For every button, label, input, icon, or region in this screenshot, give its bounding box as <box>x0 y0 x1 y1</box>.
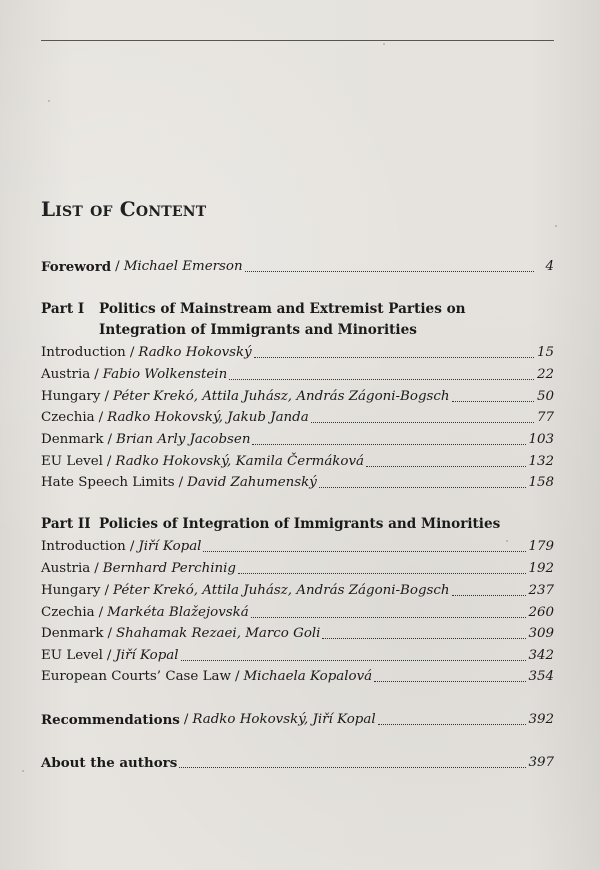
entry-title: Foreword <box>41 258 112 275</box>
dot-leader <box>378 724 527 725</box>
toc-entry[interactable] <box>41 559 554 577</box>
toc-entry[interactable] <box>41 537 554 555</box>
entry-page: 237 <box>528 582 554 598</box>
entry-separator: / <box>104 582 109 598</box>
entry-separator: / <box>129 538 135 554</box>
entry-page: 158 <box>528 474 554 490</box>
entry-author: Fabio Wolkenstein <box>102 366 228 382</box>
toc-entry[interactable] <box>41 387 554 405</box>
entry-separator: / <box>94 366 99 382</box>
entry-title: Czechia <box>41 409 95 425</box>
entry-author: Péter Krekó, Attila Juhász, András Zágoni-Bogsch <box>112 388 450 404</box>
entry-page: 392 <box>528 711 554 727</box>
entry-page: 22 <box>536 366 554 382</box>
entry-author: Jiří Kopal <box>115 647 179 663</box>
entry-author: Radko Hokovský, Jiří Kopal <box>192 711 376 727</box>
toc-entry-foreword[interactable] <box>41 257 554 275</box>
entry-author: Shahamak Rezaei, Marco Goli <box>116 625 321 641</box>
entry-author: Radko Hokovský, Kamila Čermáková <box>115 453 365 469</box>
entry-separator: / <box>107 431 112 447</box>
dot-leader <box>452 401 534 402</box>
entry-author: Brian Arly Jacobsen <box>116 431 251 447</box>
entry-title: Introduction <box>41 344 126 360</box>
entry-author: Bernhard Perchinig <box>102 560 236 576</box>
entry-title: Introduction <box>41 538 126 554</box>
dot-leader <box>319 487 527 488</box>
entry-author: Jiří Kopal <box>138 538 202 554</box>
entry-title: Hungary <box>41 388 101 404</box>
dot-leader <box>203 551 526 552</box>
toc-entry[interactable] <box>41 581 554 599</box>
entry-title: Recommendations <box>41 711 180 728</box>
toc-entry[interactable] <box>41 430 554 448</box>
entry-page: 103 <box>528 431 554 447</box>
entry-title: EU Level <box>41 647 103 663</box>
toc-entry[interactable] <box>41 603 554 621</box>
toc-entry[interactable] <box>41 343 554 361</box>
entry-separator: / <box>183 711 189 727</box>
paper-speck <box>555 225 557 227</box>
dot-leader <box>322 638 526 639</box>
entry-page: 179 <box>528 538 554 554</box>
dot-leader <box>251 617 527 618</box>
part-one-title-line2: Integration of Immigrants and Minorities <box>99 322 417 338</box>
toc-entry[interactable] <box>41 646 554 664</box>
entry-title: Denmark <box>41 625 104 641</box>
entry-separator: / <box>234 668 240 684</box>
entry-page: 4 <box>545 258 554 274</box>
entry-title: European Courts’ Case Law <box>41 668 231 684</box>
entry-author: Radko Hokovský, Jakub Janda <box>107 409 309 425</box>
dot-leader <box>179 767 526 768</box>
toc-entry[interactable] <box>41 667 554 685</box>
entry-title: Austria <box>41 366 91 382</box>
toc-entry[interactable] <box>41 452 554 470</box>
entry-title: Hate Speech Limits <box>41 474 175 490</box>
paper-speck <box>48 100 50 102</box>
entry-separator: / <box>107 625 112 641</box>
page-heading: List of Content <box>41 197 207 221</box>
entry-author: Michaela Kopalová <box>243 668 373 684</box>
paper-speck <box>22 770 24 772</box>
part-two-label: Part II <box>41 516 91 532</box>
entry-author: Radko Hokovský <box>138 344 252 360</box>
dot-leader <box>181 660 527 661</box>
entry-page: 260 <box>528 604 554 620</box>
part-one-label: Part I <box>41 301 85 317</box>
dot-leader <box>238 573 526 574</box>
entry-separator: / <box>98 604 104 620</box>
part-two-title: Policies of Integration of Immigrants and Minorities <box>99 516 501 532</box>
part-two-heading <box>41 516 554 532</box>
entry-author: Markéta Blažejovská <box>107 604 249 620</box>
entry-page: 354 <box>528 668 554 684</box>
entry-page: 50 <box>536 388 554 404</box>
entry-separator: / <box>106 647 112 663</box>
entry-separator: / <box>104 388 109 404</box>
dot-leader <box>245 271 534 272</box>
toc-entry-about-authors[interactable] <box>41 753 554 771</box>
entry-separator: / <box>178 474 184 490</box>
entry-page: 132 <box>528 453 554 469</box>
toc-entry[interactable] <box>41 624 554 642</box>
paper-speck <box>383 43 385 45</box>
entry-page: 15 <box>536 344 554 360</box>
entry-title: Czechia <box>41 604 95 620</box>
entry-title: Austria <box>41 560 91 576</box>
entry-author: David Zahumenský <box>187 474 317 490</box>
toc-entry-recommendations[interactable] <box>41 710 554 728</box>
entry-page: 192 <box>528 560 554 576</box>
header-rule <box>41 40 554 41</box>
dot-leader <box>254 357 534 358</box>
toc-entry[interactable] <box>41 473 554 491</box>
entry-separator: / <box>94 560 99 576</box>
entry-title: About the authors <box>41 754 178 771</box>
entry-title: Denmark <box>41 431 104 447</box>
dot-leader <box>229 379 534 380</box>
entry-page: 309 <box>528 625 554 641</box>
entry-page: 397 <box>528 754 554 770</box>
entry-title: EU Level <box>41 453 103 469</box>
dot-leader <box>311 422 534 423</box>
entry-separator: / <box>98 409 104 425</box>
entry-separator: / <box>115 258 120 274</box>
part-one-title-line1: Politics of Mainstream and Extremist Parties on <box>99 301 466 317</box>
toc-entry[interactable] <box>41 365 554 383</box>
entry-separator: / <box>106 453 112 469</box>
entry-title: Hungary <box>41 582 101 598</box>
dot-leader <box>366 466 526 467</box>
entry-author: Péter Krekó, Attila Juhász, András Zágoni-Bogsch <box>112 582 450 598</box>
toc-entry[interactable] <box>41 408 554 426</box>
dot-leader <box>252 444 526 445</box>
dot-leader <box>452 595 527 596</box>
entry-page: 342 <box>528 647 554 663</box>
entry-author: Michael Emerson <box>123 258 243 274</box>
dot-leader <box>374 681 526 682</box>
entry-separator: / <box>129 344 135 360</box>
entry-page: 77 <box>536 409 554 425</box>
part-one-heading <box>41 301 554 317</box>
